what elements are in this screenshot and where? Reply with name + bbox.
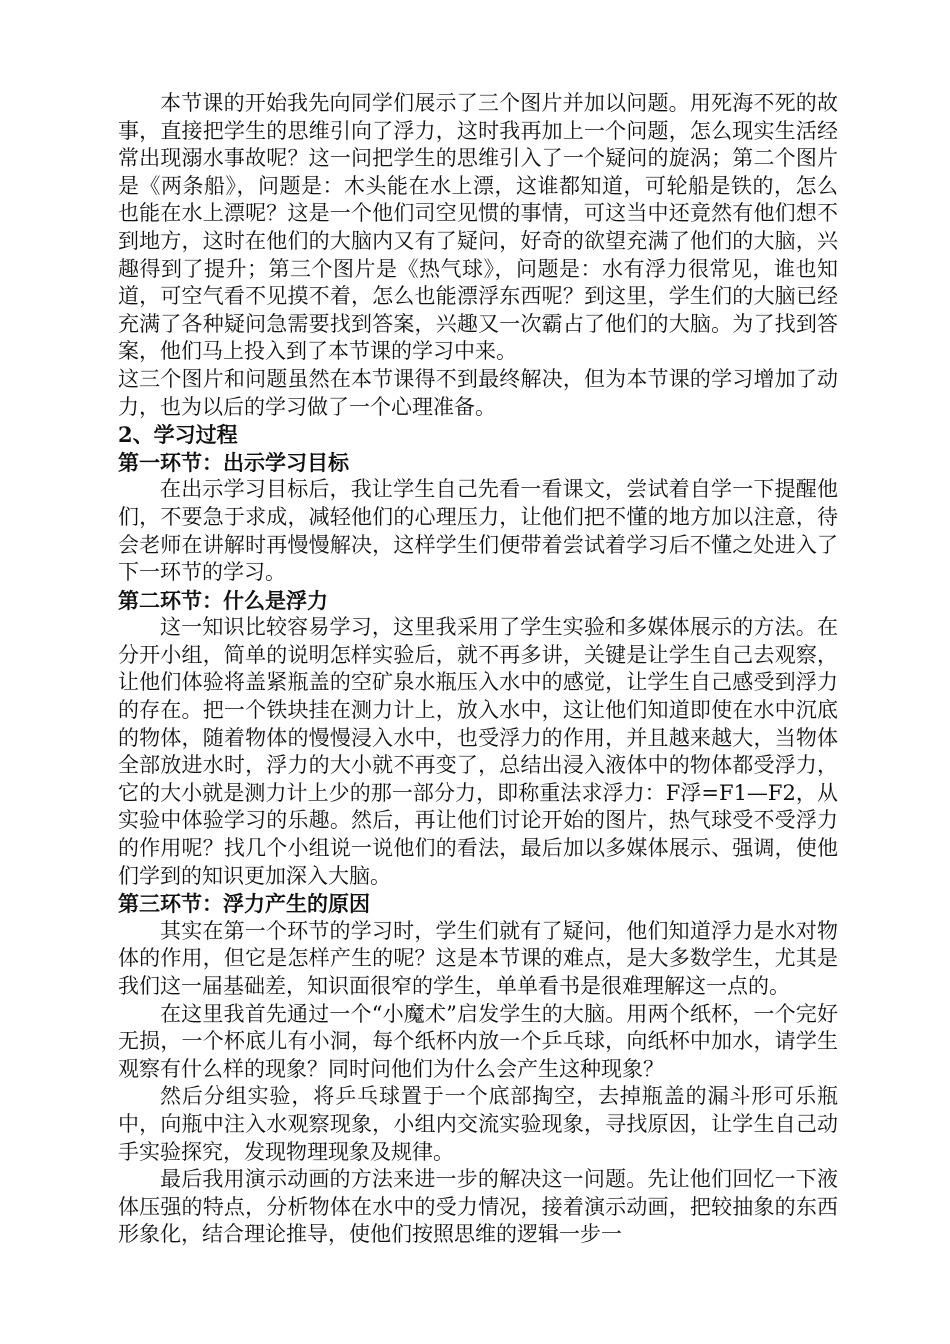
stage-3-heading: 第三环节：浮力产生的原因 — [118, 891, 370, 917]
intro-paragraph-1: 本节课的开始我先向同学们展示了三个图片并加以问题。用死海不死的故事，直接把学生的思维引向了浮力，这时我再加上一个问题，怎么现实生活经常出现溺水事故呢？这一问把学生的思维引入了一个疑问的旋涡；第二个图片是《两条船》，问题是：木头能在水上漂，这谁都知道，可轮船是铁的，怎么也能在水上漂呢？这是一个他们司空见惯的事情，可这当中还竟然有他们想不到地方，这时在他们的大脑内又有了疑问，好奇的欲望充满了他们的大脑，兴趣得到了提升；第三个图片是《热气球》，问题是：水有浮力很常见，谁也知道，可空气看不见摸不着，怎么也能漂浮东西呢？到这里，学生们的大脑已经充满了各种疑问急需要找到答案，兴趣又一次霸占了他们的大脑。为了找到答案，他们马上投入到了本节课的学习中来。 — [118, 91, 838, 364]
stage-2-paragraph: 这一知识比较容易学习，这里我采用了学生实验和多媒体展示的方法。在分开小组，简单的说明怎样实验后，就不再多讲，关键是让学生自己去观察，让他们体验将盖紧瓶盖的空矿泉水瓶压入水中的感觉，让学生自己感受到浮力的存在。把一个铁块挂在测力计上，放入水中，这让他们知道即使在水中沉底的物体，随着物体的慢慢浸入水中，也受浮力的作用，并且越来越大，当物体全部放进水时，浮力的大小就不再变了，总结出浸入液体中的物体都受浮力，它的大小就是测力计上少的那一部分力，即称重法求浮力：F浮=F1—F2，从实验中体验学习的乐趣。然后，再让他们讨论开始的图片，热气球受不受浮力的作用呢？找几个小组说一说他们的看法，最后加以多媒体展示、强调，使他们学到的知识更加深入大脑。 — [118, 615, 838, 888]
stage-1-paragraph: 在出示学习目标后，我让学生自己先看一看课文，尝试着自学一下提醒他们，不要急于求成，减轻他们的心理压力，让他们把不懂的地方加以注意，待会老师在讲解时再慢慢解决，这样学生们便带着尝试着学习后不懂之处进入了下一环节的学习。 — [118, 477, 838, 585]
stage-3-paragraph-1: 其实在第一个环节的学习时，学生们就有了疑问，他们知道浮力是水对物体的作用，但它是怎样产生的呢？这是本节课的难点，是大多数学生，尤其是我们这一届基础差，知识面很窄的学生，单单看书是很难理解这一点的。 — [118, 918, 838, 998]
document-body — [118, 90, 838, 1249]
stage-3-paragraph-3: 然后分组实验，将乒乓球置于一个底部掏空，去掉瓶盖的漏斗形可乐瓶中，向瓶中注入水观察现象，小组内交流实验现象，寻找原因，让学生自己动手实验探究，发现物理现象及规律。 — [118, 1084, 838, 1164]
section-heading-learning-process: 2、学习过程 — [118, 422, 238, 448]
stage-2-heading: 第二环节：什么是浮力 — [118, 587, 328, 613]
stage-3-paragraph-4: 最后我用演示动画的方法来进一步的解决这一问题。先让他们回忆一下液体压强的特点，分析物体在水中的受力情况，接着演示动画，把较抽象的东西形象化，结合理论推导，使他们按照思维的逻辑一步一 — [118, 1167, 838, 1247]
stage-3-paragraph-2: 在这里我首先通过一个“小魔术”启发学生的大脑。用两个纸杯，一个完好无损，一个杯底儿有小洞，每个纸杯内放一个乒乓球，向纸杯中加水，请学生观察有什么样的现象？同时问他们为什么会产生这种现象？ — [118, 1001, 838, 1081]
stage-1-heading: 第一环节：出示学习目标 — [118, 449, 349, 475]
intro-paragraph-2: 这三个图片和问题虽然在本节课得不到最终解决，但为本节课的学习增加了动力，也为以后的学习做了一个心理准备。 — [118, 366, 838, 419]
